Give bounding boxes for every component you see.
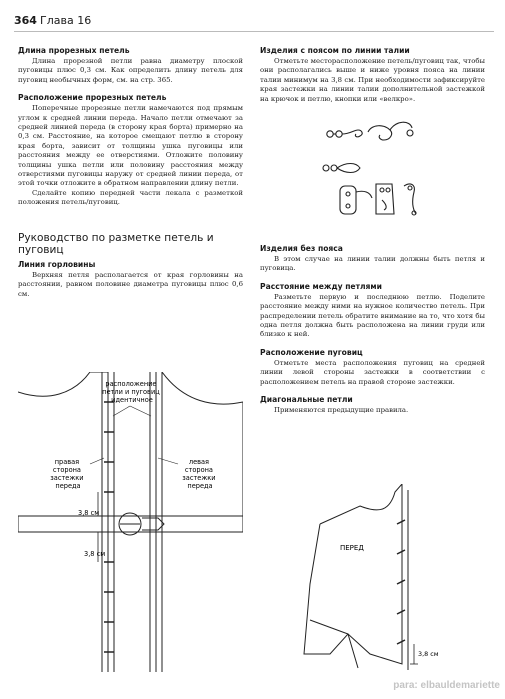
page-number: 364 (14, 14, 37, 27)
heading-buttonhole-placement: Расположение прорезных петель (18, 93, 167, 103)
heading-button-placement: Расположение пуговиц (260, 347, 363, 357)
text-neckline: Верхняя петля располагается от края горловины на расстоянии, равном половине диаметра пуговицы плюс 0,6 см. (18, 270, 243, 298)
diagonal-buttonholes-diagram (300, 484, 495, 674)
heading-no-waistband: Изделия без пояса (260, 244, 343, 254)
label-left-front-side: левая сторона застежки переда (182, 458, 216, 490)
front-bodice-diagram (18, 372, 243, 682)
watermark: para: elbauldemariette (393, 680, 500, 691)
chapter-title: Глава 16 (40, 14, 92, 27)
text-buttonhole-spacing: Разметьте первую и последнюю петлю. Поделите расстояние между ними на нужное количество петель. При распределении петель обратите внимание на то, что хотя бы одна петля должна быть расположена на линии груди или близко к ней. (260, 292, 485, 339)
hooks-illustration (260, 110, 485, 240)
text-no-waistband: В этом случае на линии талии должны быть петля и пуговица. (260, 255, 485, 273)
text-waistband-items: Отметьте месторасположение петель/пуговиц так, чтобы они располагались выше и ниже уровня пояса на линии талии минимум на 3,8 см. При необходимости зафиксируйте края застежки на линии талии дополнительной застежкой на крючок и петлю, кнопки или «велкро». (260, 57, 485, 103)
heading-waistband-items: Изделия с поясом по линии талии (260, 46, 410, 55)
text-buttonhole-placement: Поперечные прорезные петли намечаются под прямым углом к средней линии переда. Начало петли отмечают за средней линией переда (в сторону края борта) примерно на 0,3 см. Расстояние, на которое смещают петлю в сторону края борта, зависит от толщины ушка пуговицы или расстояния между ее отверстиями. Отложите половину толщины ушка петли или половину расстояния между отверстиями пуговицы наружу от средней линии переда, от этой точки отложите в обратном направлении длину петли. (18, 104, 243, 188)
label-right-front-side: правая сторона застежки переда (50, 458, 84, 490)
text-button-placement: Отметьте места расположения пуговиц на средней линии левой стороны застежки в соответствии с расположением петель на правой стороне застежки. (260, 358, 485, 386)
text-buttonhole-length: Длина прорезной петли равна диаметру плоской пуговицы плюс 0,3 см. Как определить длину петель для пуговиц необычных форм, см. на стр. 365. (18, 57, 243, 84)
page-header (14, 10, 494, 32)
heading-buttonhole-spacing: Расстояние между петлями (260, 281, 382, 291)
text-diagonal-buttonholes: Применяются предыдущие правила. (274, 406, 409, 415)
heading-marking-guide: Руководство по разметке петель и пуговиц (18, 231, 214, 257)
heading-diagonal-buttonholes: Диагональные петли (260, 395, 353, 405)
heading-neckline: Линия горловины (18, 259, 96, 269)
heading-buttonhole-length: Длина прорезных петель (18, 46, 130, 55)
text-copy-pattern: Сделайте копию передней части лекала с разметкой положения петель/пуговиц. (18, 188, 243, 207)
label-front: ПЕРЕД (340, 544, 364, 552)
measurement-bottom: 3,8 см (84, 550, 106, 558)
right-column (260, 46, 485, 416)
measurement-top: 3,8 см (78, 509, 100, 517)
measurement-diagonal: 3,8 см (418, 650, 439, 658)
left-column (18, 46, 243, 299)
label-identical-placement: расположение петли и пуговиц идентичное (102, 380, 160, 404)
